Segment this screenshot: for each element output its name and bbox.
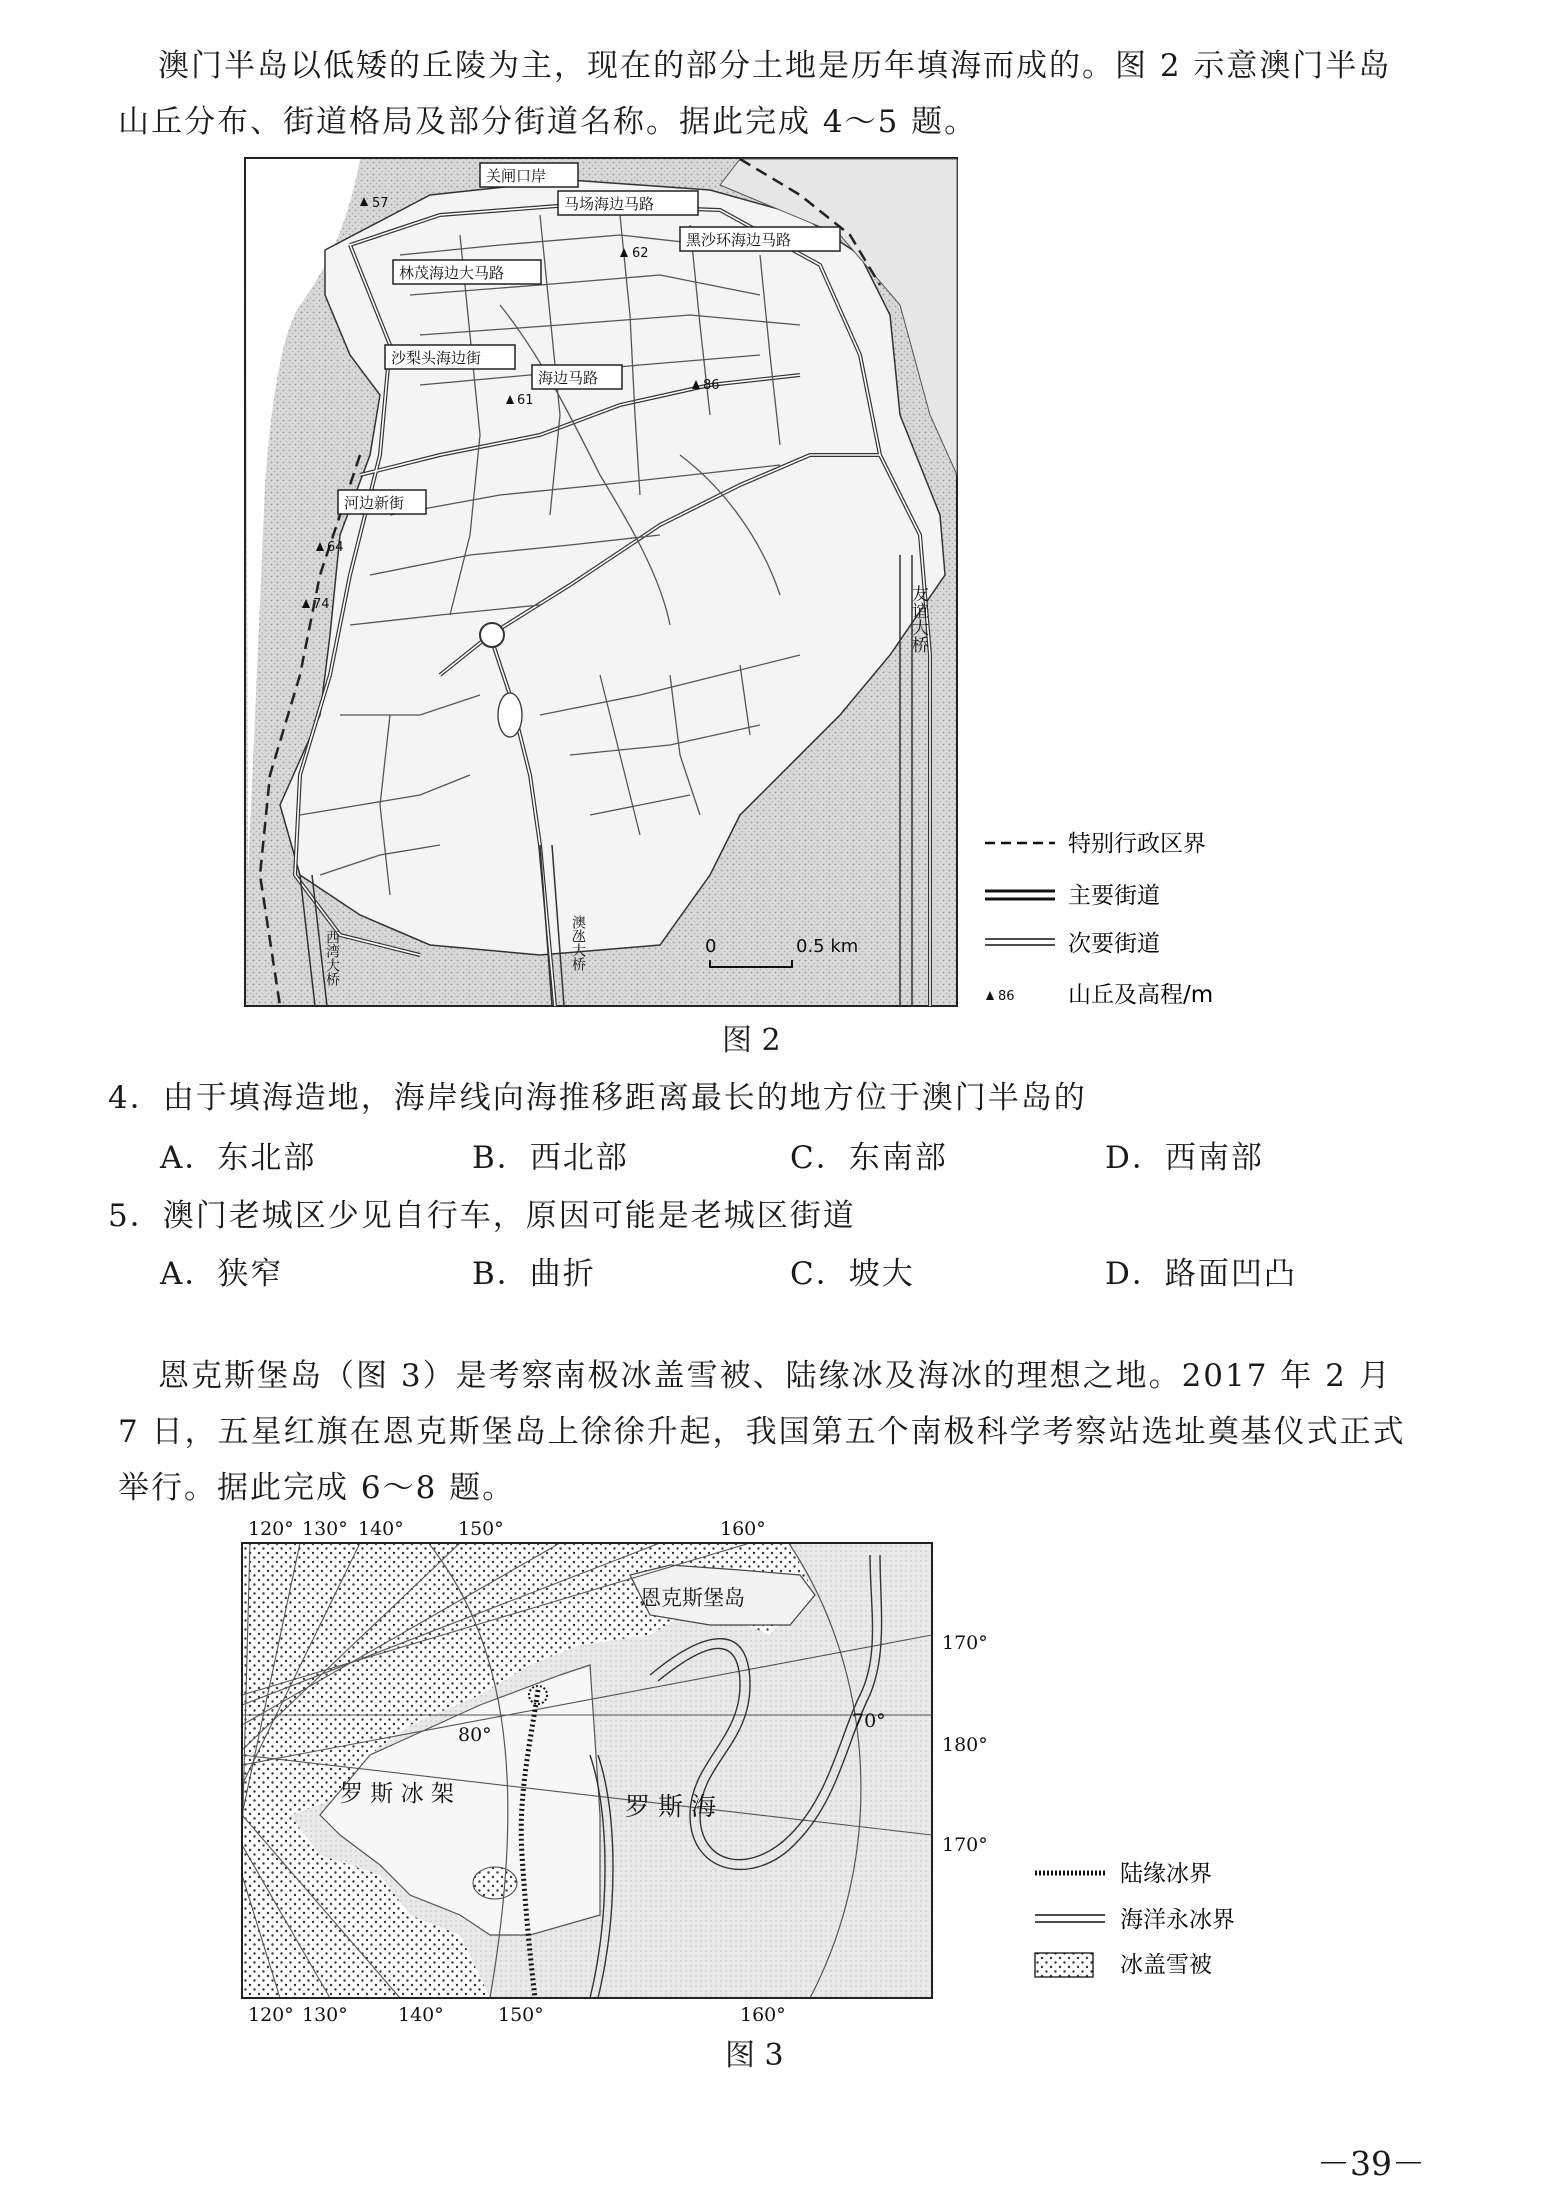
svg-text:150°: 150° <box>498 2004 544 2026</box>
label-linmao <box>393 260 541 284</box>
svg-text:特别行政区界: 特别行政区界 <box>1068 831 1206 857</box>
svg-text:120°: 120° <box>248 1518 294 1540</box>
top-longitude-labels <box>248 1518 766 1540</box>
lat-80: 80° <box>458 1724 492 1746</box>
question-5-stem: 5．澳门老城区少见自行车，原因可能是老城区街道 <box>108 1198 856 1234</box>
legend-item-main-street <box>985 883 1160 909</box>
legend-item-boundary <box>985 831 1206 857</box>
label-shalitou <box>385 345 515 369</box>
label-ross-sea: 罗 斯 海 <box>625 1792 716 1821</box>
legend-item-ice-cap <box>1035 1952 1212 1978</box>
svg-text:海洋永冰界: 海洋永冰界 <box>1120 1907 1235 1933</box>
svg-text:62: 62 <box>632 246 649 261</box>
q4-option-b: B．西北部 <box>472 1140 629 1176</box>
svg-text:马场海边马路: 马场海边马路 <box>564 195 655 213</box>
svg-text:86: 86 <box>998 989 1015 1004</box>
label-heishahuan <box>680 227 840 251</box>
figure-3-caption: 图 3 <box>725 2038 784 2073</box>
svg-text:0.5 km: 0.5 km <box>796 936 859 957</box>
q4-option-c: C．东南部 <box>790 1140 948 1176</box>
svg-text:140°: 140° <box>358 1518 404 1540</box>
intro-text-2: 恩克斯堡岛（图 3）是考察南极冰盖雪被、陆缘冰及海冰的理想之地。2017 年 2 月 7 日，五星红旗在恩克斯堡岛上徐徐升起，我国第五个南极科学考察站选址奠基仪式正式举行。据此完成 6～8 题。 <box>118 1358 1406 1506</box>
figure-2-caption: 图 2 <box>722 1023 781 1058</box>
intro-text-1: 澳门半岛以低矮的丘陵为主，现在的部分土地是历年填海而成的。图 2 示意澳门半岛山丘分布、街道格局及部分街道名称。据此完成 4～5 题。 <box>118 48 1392 140</box>
svg-text:主要街道: 主要街道 <box>1068 883 1160 909</box>
legend-item-continental-ice <box>1035 1861 1212 1887</box>
figure-2-legend <box>985 831 1213 1008</box>
svg-text:140°: 140° <box>398 2004 444 2026</box>
svg-text:山丘及高程/m: 山丘及高程/m <box>1068 982 1214 1008</box>
svg-text:150°: 150° <box>458 1518 504 1540</box>
svg-text:130°: 130° <box>302 1518 348 1540</box>
double-line-icon <box>1035 1915 1105 1922</box>
label-youyi: 友谊大桥 <box>908 585 928 653</box>
svg-text:64: 64 <box>327 540 344 555</box>
q4-option-a: A．东北部 <box>160 1140 317 1176</box>
page-number: －39－ <box>1317 2144 1425 2183</box>
svg-text:0: 0 <box>705 936 717 957</box>
legend-item-hill <box>986 982 1213 1008</box>
label-island: 恩克斯堡岛 <box>640 1586 745 1610</box>
double-thick-line-icon <box>985 891 1055 899</box>
q5-option-c: C．坡大 <box>790 1256 915 1292</box>
figure-3-ross-sea-map <box>230 1515 1410 2055</box>
svg-text:74: 74 <box>313 597 330 612</box>
svg-text:冰盖雪被: 冰盖雪被 <box>1120 1952 1212 1978</box>
svg-text:61: 61 <box>517 393 534 408</box>
label-xiwan: 西湾大桥 <box>324 930 340 986</box>
double-thin-line-icon <box>985 939 1055 945</box>
hill-triangle-icon <box>986 991 994 1000</box>
dot-box-icon <box>1035 1953 1093 1977</box>
svg-text:海边马路: 海边马路 <box>538 369 599 387</box>
q5-option-b: B．曲折 <box>472 1256 596 1292</box>
svg-text:林茂海边大马路: 林茂海边大马路 <box>399 264 505 282</box>
svg-text:170°: 170° <box>942 1632 988 1654</box>
svg-text:关闸口岸: 关闸口岸 <box>486 167 547 185</box>
svg-text:沙梨头海边街: 沙梨头海边街 <box>391 349 482 367</box>
svg-text:130°: 130° <box>302 2004 348 2026</box>
svg-text:次要街道: 次要街道 <box>1068 931 1160 957</box>
label-aoti: 澳氹大桥 <box>570 915 586 971</box>
q4-option-d: D．西南部 <box>1105 1140 1264 1176</box>
label-machang <box>558 191 698 215</box>
svg-text:160°: 160° <box>720 1518 766 1540</box>
svg-text:黑沙环海边马路: 黑沙环海边马路 <box>686 231 792 249</box>
svg-text:170°: 170° <box>942 1834 988 1856</box>
label-ice-shelf: 罗 斯 冰 架 <box>340 1781 454 1807</box>
figure-2-macau-map <box>240 155 1300 1010</box>
svg-text:160°: 160° <box>740 2004 786 2026</box>
svg-text:180°: 180° <box>942 1734 988 1756</box>
figure-3-legend <box>1035 1861 1235 1978</box>
label-hebian <box>338 490 426 514</box>
svg-text:57: 57 <box>372 196 389 211</box>
label-haibian <box>532 365 622 389</box>
question-4-stem: 4．由于填海造地，海岸线向海推移距离最长的地方位于澳门半岛的 <box>108 1080 1087 1116</box>
right-longitude-labels <box>942 1632 988 1856</box>
intro-paragraph-2 <box>118 1348 1408 1516</box>
q5-option-d: D．路面凹凸 <box>1105 1256 1297 1292</box>
lat-70: 70° <box>852 1710 886 1732</box>
svg-text:86: 86 <box>703 378 720 393</box>
svg-text:河边新街: 河边新街 <box>344 494 405 512</box>
svg-text:陆缘冰界: 陆缘冰界 <box>1120 1861 1212 1887</box>
svg-text:120°: 120° <box>248 2004 294 2026</box>
legend-item-ocean-ice <box>1035 1907 1235 1933</box>
legend-item-secondary-street <box>985 931 1160 957</box>
bottom-longitude-labels <box>248 2004 786 2026</box>
label-guanzha <box>480 163 578 187</box>
intro-paragraph-1 <box>118 38 1408 150</box>
q5-option-a: A．狭窄 <box>160 1256 284 1292</box>
